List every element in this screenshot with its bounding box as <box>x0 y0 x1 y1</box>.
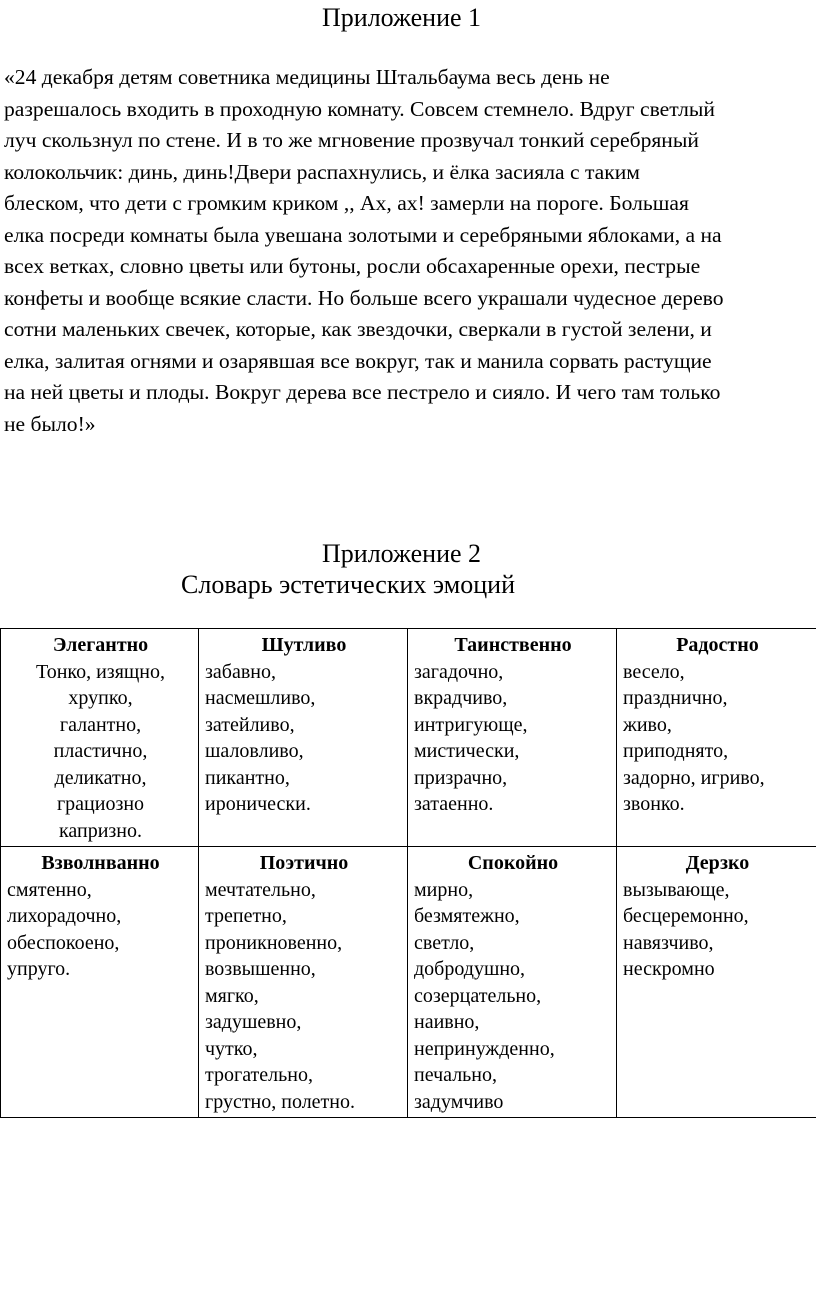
cell-word: обеспокоено, <box>7 931 120 954</box>
cell-heading: Спокойно <box>467 852 559 874</box>
cell-word: иронически. <box>205 793 311 815</box>
table-cell-calm <box>408 847 617 1118</box>
cell-heading: Таинственно <box>454 634 572 656</box>
cell-word: празднично, <box>623 687 728 709</box>
appendix-2-title: Приложение 2 <box>322 539 482 568</box>
cell-word: наивно, <box>414 1011 480 1033</box>
cell-word: приподнято, <box>623 740 729 762</box>
table-row <box>1 847 816 1118</box>
cell-word: мечтательно, <box>205 878 316 901</box>
cell-word: хрупко, <box>68 687 133 709</box>
quote-line: сотни маленьких свечек, которые, как звездочки, сверкали в густой зелени, и <box>4 317 712 341</box>
cell-word: возвышенно, <box>205 958 316 980</box>
quote-line: не было!» <box>4 411 96 436</box>
cell-word: Тонко, изящно, <box>35 660 166 683</box>
cell-word: светло, <box>414 931 475 954</box>
cell-word: галантно, <box>59 713 142 736</box>
cell-word: призрачно, <box>414 766 508 789</box>
table-cell-excited <box>1 847 199 1118</box>
quote-line: разрешалось входить в проходную комнату. Совсем стемнело. Вдруг светлый <box>4 96 715 121</box>
table-cell-bold <box>617 847 816 1118</box>
cell-word: загадочно, <box>414 660 504 683</box>
cell-word: лихорадочно, <box>7 905 122 927</box>
cell-word: шаловливо, <box>205 740 304 762</box>
cell-word: забавно, <box>205 660 276 683</box>
cell-word: мягко, <box>205 984 259 1007</box>
cell-word: капризно. <box>58 819 143 842</box>
cell-word: интригующе, <box>414 713 528 736</box>
table-row <box>1 629 816 847</box>
cell-heading: Шутливо <box>261 634 347 656</box>
cell-word: трепетно, <box>205 905 287 927</box>
cell-word: грустно, полетно. <box>205 1090 355 1113</box>
quote-line: «24 декабря детям советника медицины Штальбаума весь день не <box>4 65 610 89</box>
cell-word: печально, <box>414 1064 497 1086</box>
cell-word: чутко, <box>205 1037 258 1060</box>
cell-word: смятенно, <box>7 878 92 901</box>
cell-word: бесцеремонно, <box>623 905 749 927</box>
table-cell-mysterious <box>408 629 617 847</box>
quote-line: елка, залитая огнями и озарявшая все вокруг, так и манила сорвать растущие <box>4 348 712 373</box>
cell-word: деликатно, <box>54 766 147 789</box>
quote-line: конфеты и вообще всякие сласти. Но больше всего украшали чудесное дерево <box>4 285 724 310</box>
cell-word: мистически, <box>414 740 520 762</box>
quote-line: луч скользнул по стене. И в то же мгновение прозвучал тонкий серебряный <box>4 128 699 152</box>
quote-line: блеском, что дети с громким криком ,, Ах, ах! замерли на пороге. Большая <box>4 191 689 215</box>
cell-word: затейливо, <box>205 713 295 736</box>
cell-word: добродушно, <box>414 958 526 980</box>
appendix-1-title: Приложение 1 <box>322 3 482 32</box>
emotions-dictionary-table <box>0 628 816 1118</box>
cell-word: пикантно, <box>205 766 290 789</box>
cell-word: весело, <box>623 660 685 683</box>
quote-line: елка посреди комнаты была увешана золотыми и серебряными яблоками, а на <box>4 222 722 247</box>
cell-word: задумчиво <box>414 1090 504 1113</box>
cell-word: безмятежно, <box>414 905 520 927</box>
table-cell-poetic <box>199 847 408 1118</box>
quote-paragraph <box>4 62 816 440</box>
quote-line: на ней цветы и плоды. Вокруг дерева все пестрело и сияло. И чего там только <box>4 380 721 404</box>
cell-word: звонко. <box>623 793 685 815</box>
cell-word: мирно, <box>414 878 474 901</box>
cell-heading: Дерзко <box>685 852 750 874</box>
cell-word: проникновенно, <box>205 931 343 954</box>
dictionary-title: Словарь эстетических эмоций <box>181 570 516 599</box>
table-cell-joyful <box>617 629 816 847</box>
cell-word: вкрадчиво, <box>414 687 508 709</box>
cell-word: насмешливо, <box>205 687 316 709</box>
cell-heading: Радостно <box>676 634 759 656</box>
cell-heading: Элегантно <box>52 634 149 656</box>
table-cell-elegant <box>1 629 199 847</box>
cell-word: задорно, игриво, <box>623 766 765 789</box>
quote-line: всех ветках, словно цветы или бутоны, росли обсахаренные орехи, пестрые <box>4 254 701 278</box>
cell-word: непринужденно, <box>414 1037 555 1060</box>
cell-word: трогательно, <box>205 1064 313 1086</box>
cell-word: задушевно, <box>205 1011 302 1033</box>
cell-word: навязчиво, <box>623 931 714 954</box>
cell-heading: Поэтично <box>259 852 349 874</box>
table-cell-playful <box>199 629 408 847</box>
cell-word: вызывающе, <box>623 878 730 901</box>
cell-word: созерцательно, <box>414 984 542 1007</box>
quote-line: колокольчик: динь, динь!Двери распахнулись, и ёлка засияла с таким <box>4 159 640 184</box>
cell-word: пластично, <box>53 740 148 762</box>
cell-heading: Взволнванно <box>41 852 160 874</box>
cell-word: живо, <box>623 713 672 736</box>
cell-word: нескромно <box>623 958 715 980</box>
cell-word: грациозно <box>56 793 145 815</box>
cell-word: упруго. <box>7 958 71 980</box>
cell-word: затаенно. <box>414 793 494 815</box>
